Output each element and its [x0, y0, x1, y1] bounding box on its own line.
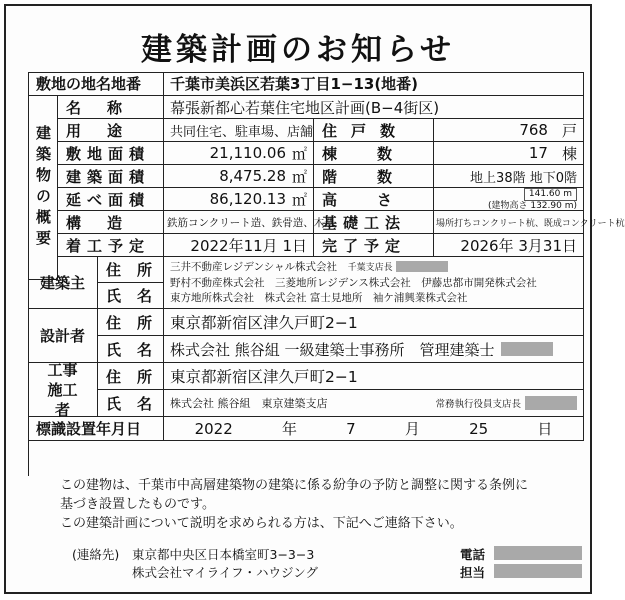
structure-value: 鉄筋コンクリート造、鉄骨造、木造	[164, 211, 314, 234]
floor-area-value: 86,120.13 ㎡	[164, 188, 314, 211]
contact-company: 株式会社マイライフ・ハウジング	[132, 565, 318, 580]
owner-label: 建築主	[28, 257, 98, 309]
designer-label: 設計者	[28, 309, 98, 363]
start-value: 2022年11月 1日	[164, 234, 314, 257]
units-label: 住戸数	[314, 119, 434, 142]
note-line-2: 基づき設置したものです。	[60, 497, 215, 512]
site-address-label: 敷地の地名地番	[28, 72, 164, 96]
contact-address: 東京都中央区日本橋室町3−3−3	[132, 547, 315, 562]
contact-block	[72, 546, 582, 582]
height-value: 141.60 m	[524, 188, 577, 201]
floors-label: 階数	[314, 165, 434, 188]
notice-board	[4, 4, 625, 594]
notes	[60, 476, 580, 533]
person-redacted	[494, 564, 582, 578]
floors-value: 地上38階 地下0階	[434, 165, 584, 188]
name-value: 幕張新都心若葉住宅地区計画(B−4街区)	[164, 96, 584, 119]
page-title: 建築計画のお知らせ	[140, 32, 456, 68]
note-line-3: この建築計画について説明を求められる方は、下記へご連絡下さい。	[60, 516, 463, 531]
designer-address-label: 住所	[98, 309, 164, 336]
building-area-value: 8,475.28 ㎡	[164, 165, 314, 188]
height-label: 高さ	[314, 188, 434, 211]
sign-day: 25	[469, 419, 489, 438]
sign-date-label: 標識設置年月日	[28, 417, 164, 441]
designer-name-label: 氏名	[98, 336, 164, 363]
contractor-name-cell	[164, 390, 584, 417]
owner-address-label: 住所	[98, 257, 164, 283]
designer-name: 株式会社 熊谷組 一級建築士事務所 管理建築士	[170, 340, 495, 359]
use-value: 共同住宅、駐車場、店舗	[164, 119, 314, 142]
owner-line-3: 東方地所株式会社 株式会社 富士見地所 袖ケ浦興業株式会社	[170, 291, 468, 304]
info-table	[28, 72, 625, 476]
contractor-title: 常務執行役員支店長	[435, 399, 521, 410]
designer-address: 東京都新宿区津久戸町2−1	[164, 309, 584, 336]
foundation-label: 基礎工法	[314, 211, 434, 234]
contact-phone-label: 電話	[460, 547, 486, 562]
site-area-label: 敷地面積	[58, 142, 164, 165]
site-address-value: 千葉市美浜区若葉3丁目1−13(地番)	[164, 72, 584, 96]
note-line-1: この建物は、千葉市中高層建築物の建築に係る紛争の予防と調整に関する条例に	[60, 478, 529, 493]
phone-redacted	[494, 546, 582, 560]
structure-label: 構造	[58, 211, 164, 234]
building-area-label: 建築面積	[58, 165, 164, 188]
height-value-box	[434, 188, 584, 211]
owner-list	[164, 257, 584, 309]
site-area-value: 21,110.06 ㎡	[164, 142, 314, 165]
units-value: 768 戸	[434, 119, 584, 142]
completion-label: 完了予定	[314, 234, 434, 257]
owner-name-label: 氏名	[98, 283, 164, 309]
height-note: (建物高さ 132.90 m)	[487, 200, 577, 211]
sign-month: 7	[346, 419, 356, 438]
contractor-address: 東京都新宿区津久戸町2−1	[164, 363, 584, 390]
contact-label: (連絡先)	[72, 547, 120, 562]
use-label: 用途	[58, 119, 164, 142]
owner-line-1: 三井不動産レジデンシャル株式会社 千葉支店長	[170, 260, 448, 276]
owner-line-2: 野村不動産株式会社 三菱地所レジデンス株式会社 伊藤忠都市開発株式会社	[170, 276, 537, 289]
contractor-name: 株式会社 熊谷組 東京建築支店	[170, 397, 328, 410]
contractor-address-label: 住所	[98, 363, 164, 390]
contractor-name-label: 氏名	[98, 390, 164, 417]
sign-date-value: 2022 年 7 月 25 日	[164, 417, 584, 441]
contractor-label: 工事施工者	[28, 363, 98, 417]
buildings-value: 17 棟	[434, 142, 584, 165]
foundation-value: 場所打ちコンクリート杭、既成コンクリート杭	[434, 211, 584, 234]
name-label: 名称	[58, 96, 164, 119]
start-label: 着工予定	[58, 234, 164, 257]
building-section-label: 建築物の概要	[28, 96, 58, 280]
completion-value: 2026年 3月31日	[434, 234, 584, 257]
buildings-label: 棟数	[314, 142, 434, 165]
sign-year: 2022	[194, 419, 233, 438]
contact-person-label: 担当	[460, 565, 486, 580]
designer-name-cell	[164, 336, 584, 363]
floor-area-label: 延べ面積	[58, 188, 164, 211]
